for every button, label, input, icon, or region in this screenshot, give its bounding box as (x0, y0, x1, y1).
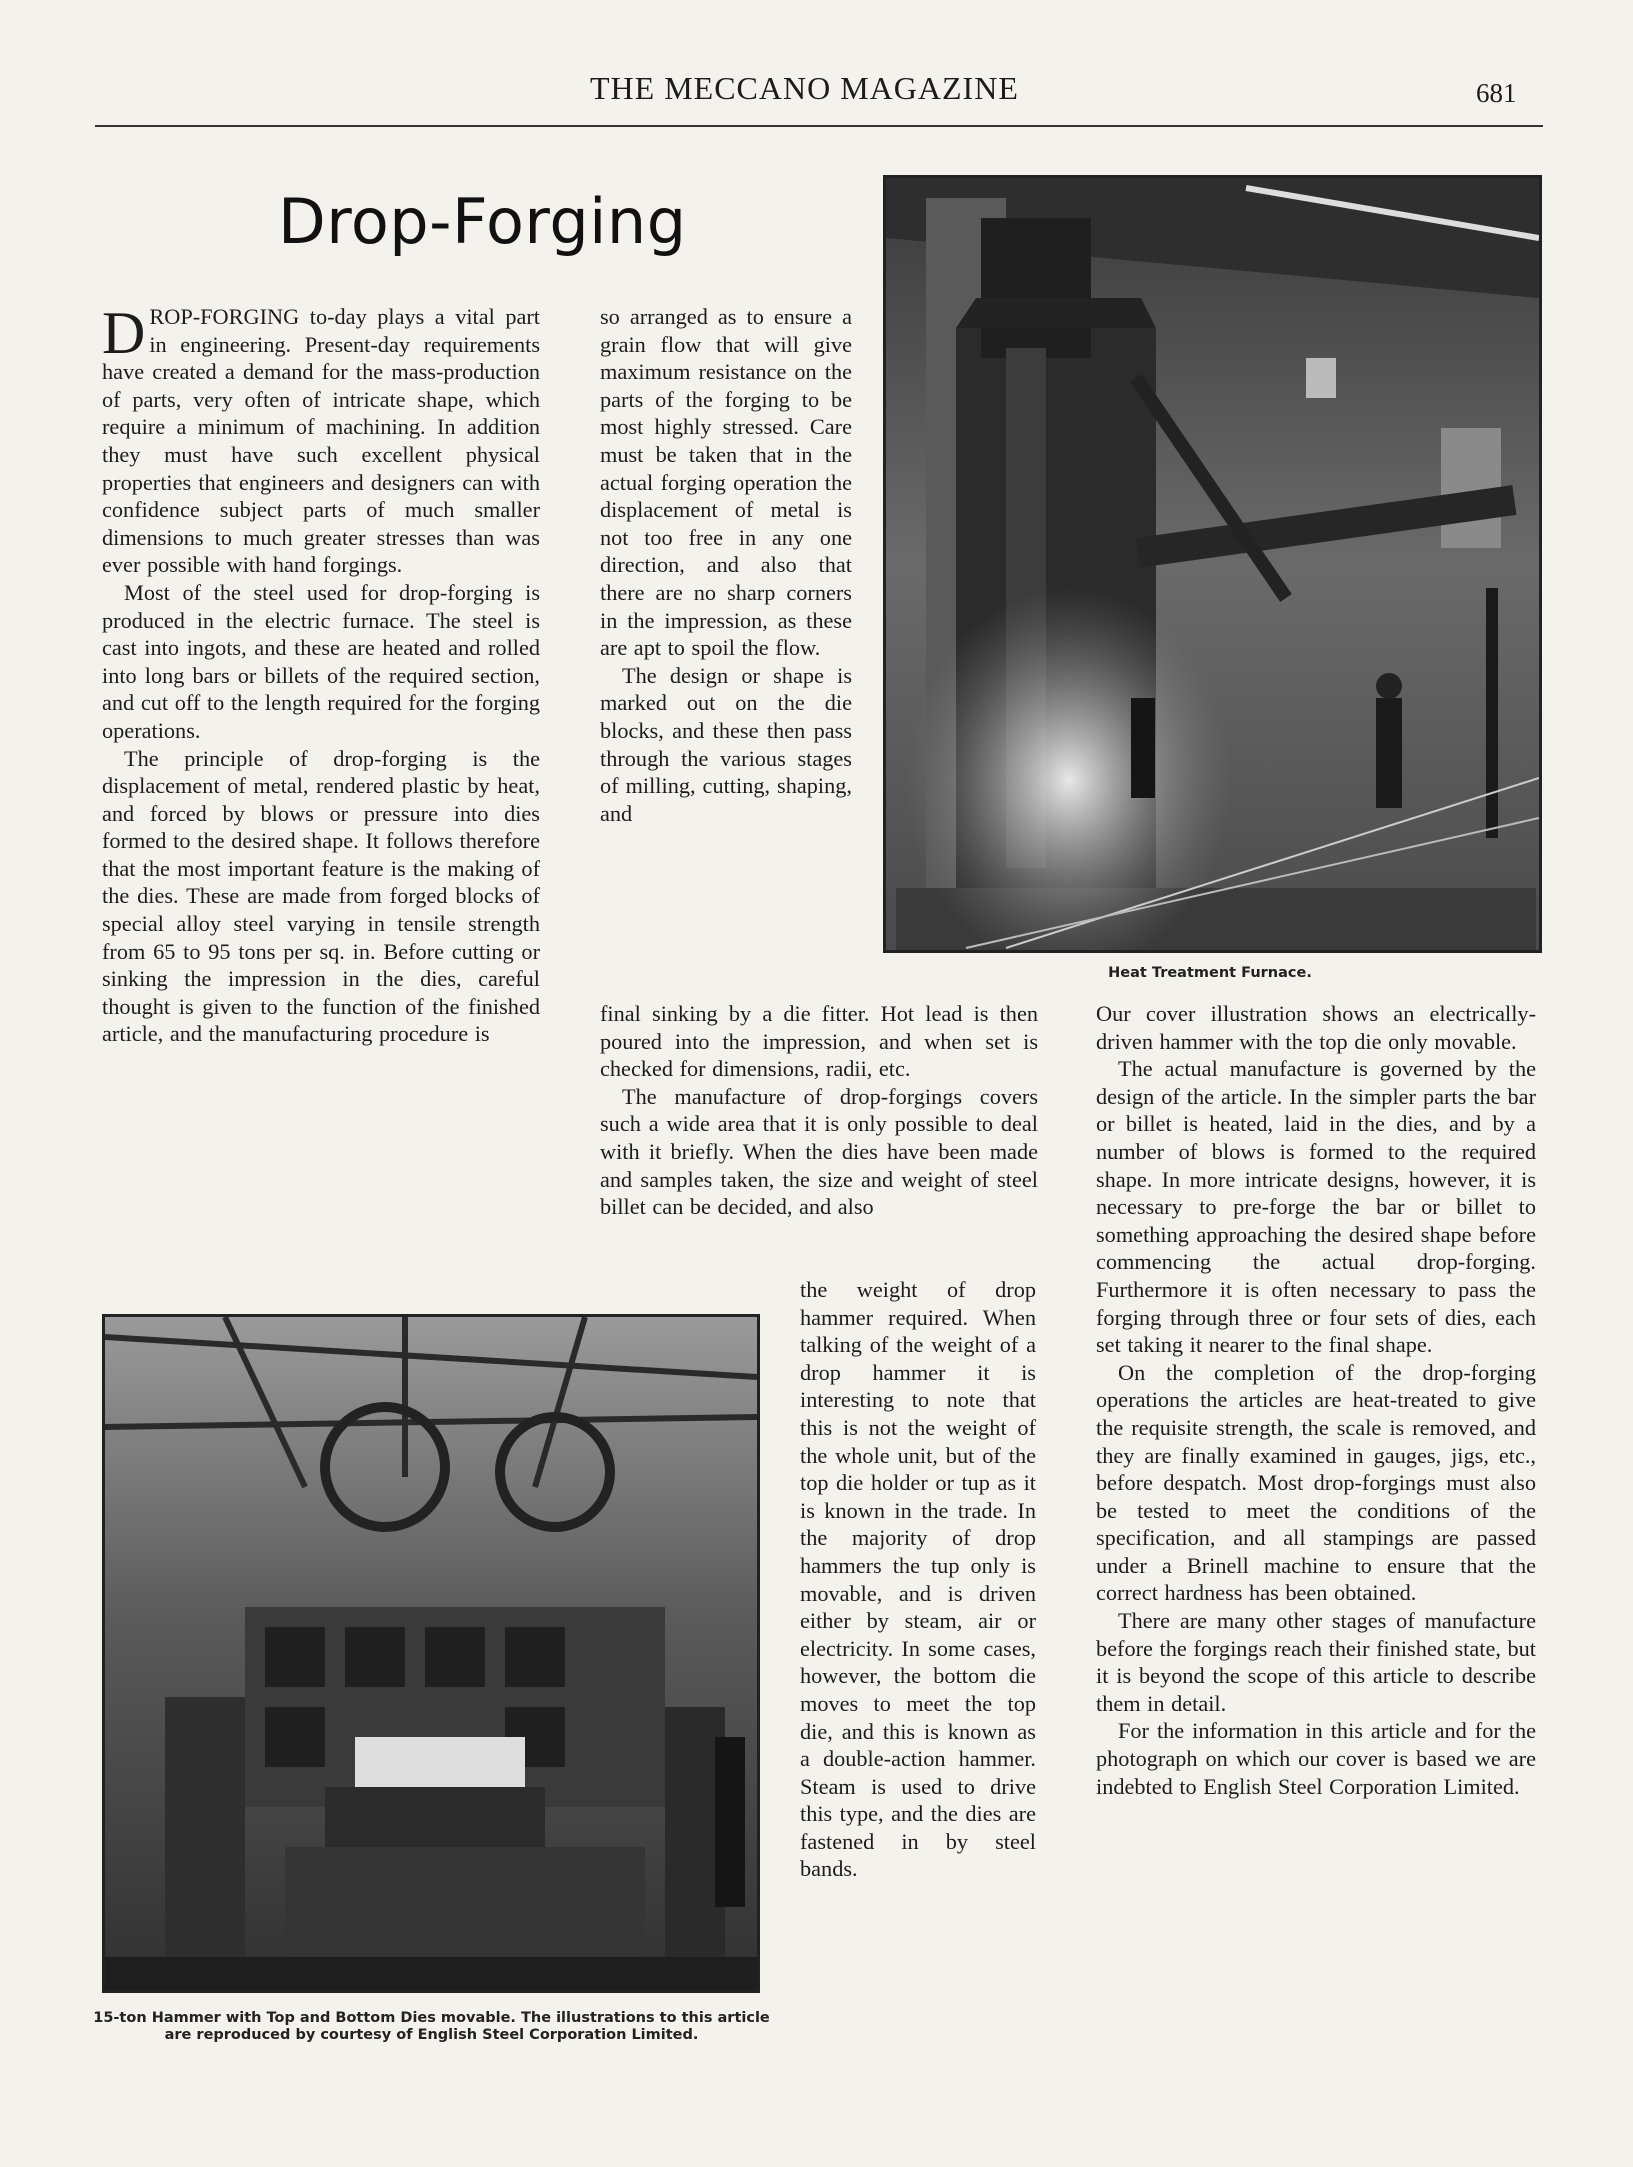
drop-hammer-photo (883, 175, 1542, 953)
magazine-title: THE MECCANO MAGAZINE (590, 70, 1019, 106)
paragraph-8: The actual manufacture is governed by the design of the article. In the simpler parts the bar or billet is heated, laid in the dies, and by a number of blows is formed to the required shape. In more intricate designs, however, it is necessary to pre-forge the bar or billet to something approaching the desired shape before commencing the actual drop-forging. Furthermore it is often necessary to pass the forging through three or four sets of dies, each set taking it nearer to the final shape. (1096, 1056, 1536, 1358)
paragraph-5b: final sinking by a die fitter. Hot lead is then poured into the impression, and when set is checked for dimensions, radii, etc. (600, 1001, 1038, 1082)
header-rule (95, 125, 1543, 127)
column-2-middle (600, 1000, 1038, 1221)
furnace-photo (102, 1314, 760, 1993)
paragraph-6: The manufacture of drop-forgings covers such a wide area that it is only possible to deal with it briefly. When the dies have been made and samples taken, the size and weight of steel billet can be decided, and also (600, 1083, 1038, 1220)
column-2-lower (800, 1276, 1036, 1883)
column-1 (102, 300, 540, 1048)
paragraph-11: For the information in this article and for the photograph on which our cover is based we are indebted to English Steel Corporation Limited. (1096, 1718, 1536, 1799)
paragraph-7: Our cover illustration shows an electrically-driven hammer with the top die only movable. (1096, 1001, 1536, 1054)
page-number: 681 (1476, 78, 1517, 108)
paragraph-10: There are many other stages of manufacture before the forgings reach their finished state, but it is beyond the scope of this article to describe them in detail. (1096, 1608, 1536, 1716)
paragraph-3: The principle of drop-forging is the displacement of metal, rendered plastic by heat, and forced by blows or pressure into dies formed to the desired shape. It follows therefore that the most important feature is the making of the dies. These are made from forged blocks of special alloy steel varying in tensile strength from 65 to 95 tons per sq. in. Before cutting or sinking the impression in the dies, careful thought is given to the function of the finished article, and the manufacturing procedure is (102, 745, 540, 1047)
bottom-photo-caption: 15-ton Hammer with Top and Bottom Dies movable. The illustrations to this article are reproduced by courtesy of English Steel Corporation Limited. (93, 2010, 770, 2043)
article-title: Drop-Forging (278, 185, 687, 258)
top-photo-caption: Heat Treatment Furnace. (1108, 965, 1312, 981)
paragraph-6b: the weight of drop hammer required. When talking of the weight of a drop hammer it is interesting to note that this is not the weight of the whole unit, but of the top die holder or tup as it is known in the trade. In the majority of drop hammers the tup only is movable, and is driven either by steam, air or electricity. In some cases, however, the bottom die moves to meet the top die, and this is known as a double-action hammer. Steam is used to drive this type, and the dies are fastened in by steel bands. (800, 1277, 1036, 1882)
paragraph-5: The design or shape is marked out on the die blocks, and these then pass through the various stages of milling, cutting, shaping, and (600, 662, 852, 826)
paragraph-1: DROP-FORGING to-day plays a vital part in engineering. Present-day requirements have created a demand for the mass-production of parts, very often of intricate shape, which require a minimum of machining. In addition they must have such excellent physical properties that engineers and designers can with confidence subject parts of much smaller dimensions to much greater stresses than was ever possible with hand forgings. (102, 300, 540, 578)
paragraph-2: Most of the steel used for drop-forging is produced in the electric furnace. The steel is cast into ingots, and these are heated and rolled into long bars or billets of the required section, and cut off to the length required for the forging operations. (102, 579, 540, 743)
column-2-upper (600, 303, 852, 827)
paragraph-4: so arranged as to ensure a grain flow that will give maximum resistance on the parts of the forging to be most highly stressed. Care must be taken that in the actual forging operation the displacement of metal is not too free in any one direction, and also that there are no sharp corners in the impression, as these are apt to spoil the flow. (600, 304, 852, 661)
column-3 (1096, 1000, 1536, 1800)
paragraph-9: On the completion of the drop-forging operations the articles are heat-treated to give the requisite strength, the scale is removed, and they are finally examined in gauges, jigs, etc., before despatch. Most drop-forgings must also be tested to meet the conditions of the specification, and all stampings are passed under a Brinell machine to ensure that the correct hardness has been obtained. (1096, 1359, 1536, 1606)
drop-cap: D (102, 300, 146, 366)
